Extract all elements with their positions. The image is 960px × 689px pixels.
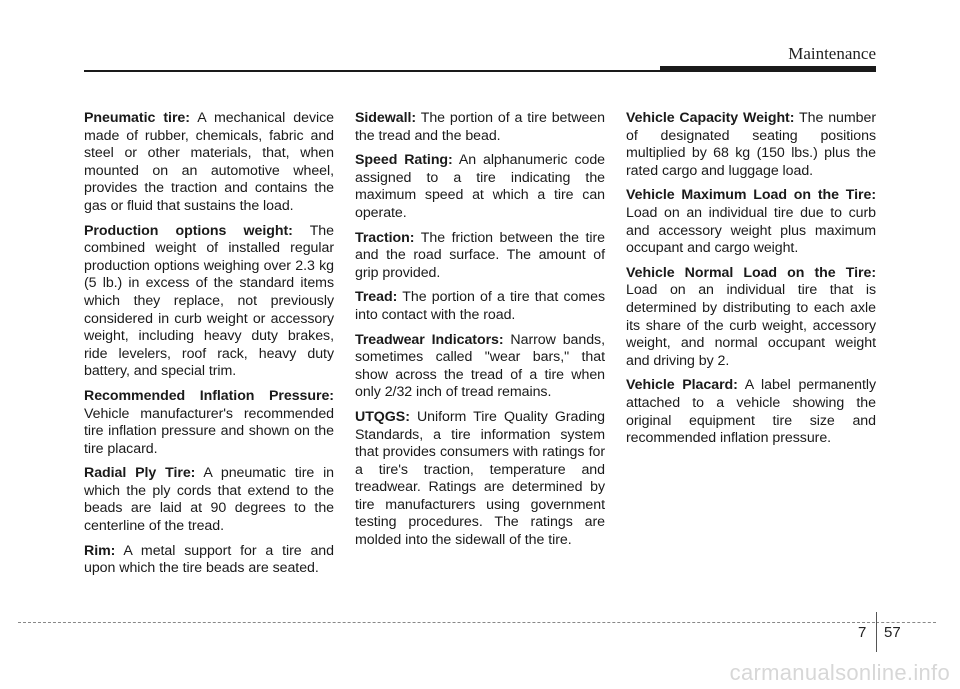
glossary-term: Tread:: [355, 289, 398, 306]
glossary-term: Production options weight:: [84, 222, 293, 239]
glossary-definition: An alphanumeric code assigned to a tire indicating the maximum speed at which a tire can operate.: [355, 152, 606, 221]
glossary-term: Speed Rating:: [355, 152, 453, 169]
glossary-definition: The number of designated seating positions multiplied by 68 kg (150 lbs.) plus the rated cargo and luggage load.: [626, 110, 876, 179]
footer-rule: [18, 622, 875, 624]
glossary-term: Treadwear Indicators:: [355, 331, 504, 348]
glossary-term: Sidewall:: [355, 110, 417, 126]
glossary-entry: [626, 187, 876, 257]
glossary-entry: [626, 110, 876, 180]
glossary-entry: [84, 543, 334, 578]
glossary-entry: [84, 223, 334, 381]
glossary-entry: [355, 332, 605, 402]
glossary-entry: [355, 230, 605, 283]
glossary-definition: A pneumatic tire in which the ply cords that extend to the beads are laid at 90 degrees to the centerline of the tread.: [84, 465, 335, 535]
glossary-entry: [626, 377, 876, 447]
glossary-term: Vehicle Placard:: [626, 377, 738, 394]
glossary-entry: [84, 110, 334, 216]
watermark-text: carmanualsonline.info: [729, 660, 950, 685]
glossary-entry: [84, 388, 334, 458]
glossary-entry: [84, 465, 334, 535]
glossary-definition: A metal support for a tire and upon which the tire beads are seated.: [84, 542, 334, 577]
glossary-term: Recommended Inflation Pressure:: [84, 387, 334, 404]
header-rule: [84, 70, 662, 72]
page-number-divider: [876, 612, 877, 652]
glossary-definition: Load on an individual tire due to curb and accessory weight plus maximum occupant and cargo weight.: [626, 204, 876, 257]
glossary-body: [84, 110, 876, 577]
glossary-definition: A label permanently attached to a vehicle showing the original equipment tire size and recommended inflation pressure.: [626, 377, 876, 447]
glossary-term: Vehicle Maximum Load on the Tire:: [626, 187, 876, 204]
glossary-entry: [626, 265, 876, 371]
page-number: 57: [884, 624, 901, 641]
glossary-term: Vehicle Capacity Weight:: [626, 110, 795, 126]
chapter-number: 7: [858, 624, 867, 641]
glossary-entry: [355, 110, 605, 145]
section-title: Maintenance: [788, 44, 876, 63]
glossary-term: Radial Ply Tire:: [84, 465, 196, 482]
glossary-definition: The portion of a tire that comes into contact with the road.: [355, 289, 605, 323]
glossary-column-1: [84, 110, 334, 585]
glossary-definition: The portion of a tire between the tread and the bead.: [355, 110, 605, 144]
glossary-definition: Uniform Tire Quality Grading Standards, a tire information system that provides consumers with ratings for a tire's traction, temperature and treadwear. Ratings are determined by tire manufacturers using government testing procedures. The ratings are molded into the sidewall of the tire.: [355, 408, 605, 549]
glossary-entry: [355, 409, 605, 550]
glossary-definition: The combined weight of installed regular production options weighing over 2.3 kg (5 lb.) in excess of the standard items which they replace, not previously considered in curb weight or accessory weight, including heavy duty brakes, ride levelers, roof rack, heavy duty battery, and special trim.: [84, 222, 334, 380]
glossary-entry: [355, 289, 605, 324]
glossary-definition: Load on an individual tire that is determined by distributing to each axle its share of the curb weight, accessory weight, and normal occupant weight and driving by 2.: [626, 282, 876, 369]
glossary-term: Rim:: [84, 542, 116, 559]
glossary-definition: The friction between the tire and the road surface. The amount of grip provided.: [355, 229, 606, 281]
glossary-term: Pneumatic tire:: [84, 110, 190, 126]
glossary-definition: A mechanical device made of rubber, chemicals, fabric and steel or other materials, that, when mounted on an automotive wheel, provides the traction and contains the gas or fluid that sustains the load.: [84, 110, 334, 214]
glossary-column-3: [626, 110, 876, 455]
glossary-term: Vehicle Normal Load on the Tire:: [626, 264, 876, 281]
glossary-term: UTQGS:: [355, 408, 410, 425]
glossary-column-2: [355, 110, 605, 557]
glossary-definition: Narrow bands, sometimes called "wear bars," that show across the tread of a tire when only 2/32 inch of tread remains.: [355, 331, 605, 401]
glossary-term: Traction:: [355, 229, 415, 246]
header-rule-accent: [660, 66, 876, 72]
glossary-definition: Vehicle manufacturer's recommended tire inflation pressure and shown on the tire placard.: [84, 405, 334, 457]
glossary-entry: [355, 152, 605, 222]
